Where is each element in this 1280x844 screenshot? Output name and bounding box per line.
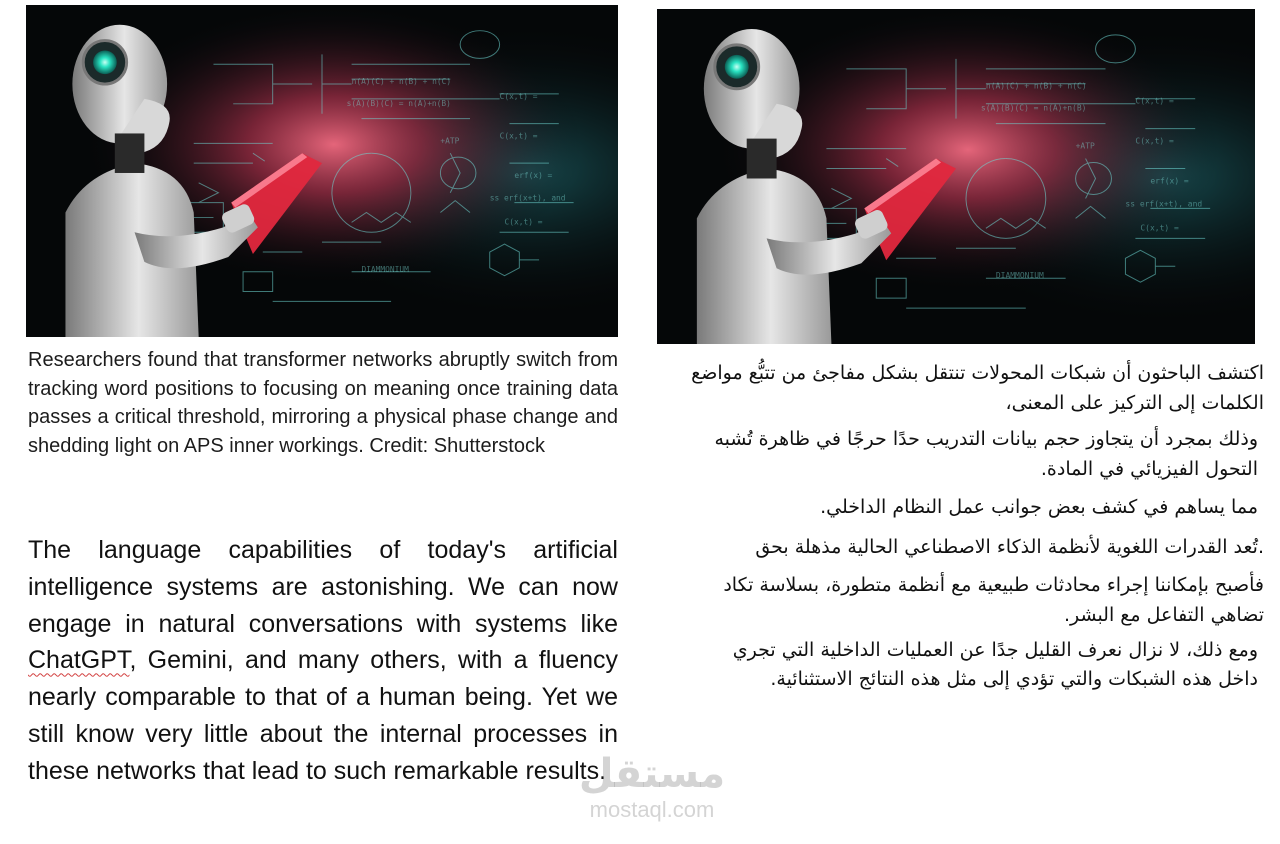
arabic-paragraph [664,424,1264,484]
english-image-caption: Researchers found that transformer networks abruptly switch from tracking word positions to focusing on meaning once training data passes a critical threshold, mirroring a physical phase change and shedding light on APS inner workings. Credit: Shutterstock [28,349,618,457]
svg-text:n(A)(C) + n(B) + n(C): n(A)(C) + n(B) + n(C) [985,81,1087,91]
svg-text:+ATP: +ATP [1075,141,1095,151]
svg-text:ss erf(x+t), and: ss erf(x+t), and [489,193,566,203]
svg-text:C(x,t) =: C(x,t) = [504,217,543,227]
svg-text:C(x,t) =: C(x,t) = [499,91,538,101]
robot-image [26,5,618,337]
svg-text:n(A)(C) + n(B) + n(C): n(A)(C) + n(B) + n(C) [351,77,452,87]
watermark-domain: mostaql.com [589,797,715,822]
svg-text:C(x,t) =: C(x,t) = [1135,96,1174,106]
svg-text:+ATP: +ATP [440,136,460,146]
svg-text:s(A)(B)(C) = n(A)+n(B): s(A)(B)(C) = n(A)+n(B) [346,98,451,108]
svg-text:DIAMMONIUM: DIAMMONIUM [995,271,1044,281]
arabic-translation-column [664,358,1264,694]
svg-text:erf(x) =: erf(x) = [1150,176,1189,186]
arabic-paragraph-text: وذلك بمجرد أن يتجاوز حجم بيانات التدريب حدًا حرجًا في ظاهرة تُشبه التحول الفيزيائي في المادة. [714,428,1258,480]
robot-image [657,9,1255,344]
arabic-paragraph: ومع ذلك، لا نزال نعرف القليل جدًا عن العمليات الداخلية التي تجري داخل هذه الشبكات والتي تؤدي إلى مثل هذه النتائج الاستثنائية. [732,639,1258,690]
arabic-paragraph: مما يساهم في كشف بعض جوانب عمل النظام الداخلي. [820,496,1258,518]
svg-text:erf(x) =: erf(x) = [514,170,553,180]
svg-text:C(x,t) =: C(x,t) = [1140,223,1179,233]
svg-text:ss erf(x+t), and: ss erf(x+t), and [1125,199,1203,209]
arabic-paragraph: .تُعد القدرات اللغوية لأنظمة الذكاء الاصطناعي الحالية مذهلة بحق [755,536,1264,558]
arabic-paragraph: فأصبح بإمكاننا إجراء محادثات طبيعية مع أنظمة متطورة، بسلاسة تكاد تضاهي التفاعل مع البشر. [723,574,1264,626]
watermark-arabic-logo: مستقل [578,751,726,797]
svg-text:DIAMMONIUM: DIAMMONIUM [361,264,409,274]
svg-text:C(x,t) =: C(x,t) = [499,131,538,141]
body-text-before: The language capabilities of today's artificial intelligence systems are astonishing. We can now engage in natural conversations with systems like [28,536,618,638]
svg-text:C(x,t) =: C(x,t) = [1135,136,1174,146]
robot-illustration-left [26,5,618,337]
svg-text:s(A)(B)(C) = n(A)+n(B): s(A)(B)(C) = n(A)+n(B) [980,103,1087,113]
robot-illustration-right [657,9,1255,344]
body-text-after: , Gemini, and many others, with a fluency nearly comparable to that of a human being. Yet we still know very little about the internal processes in these networks that lead to such remarkable results. [28,646,618,785]
arabic-paragraph: اكتشف الباحثون أن شبكات المحولات تنتقل بشكل مفاجئ من تتبُّع مواضع الكلمات إلى التركيز على المعنى، [691,362,1264,414]
english-body-paragraph [28,532,618,790]
spellcheck-flagged-word[interactable]: ChatGPT [28,646,130,675]
